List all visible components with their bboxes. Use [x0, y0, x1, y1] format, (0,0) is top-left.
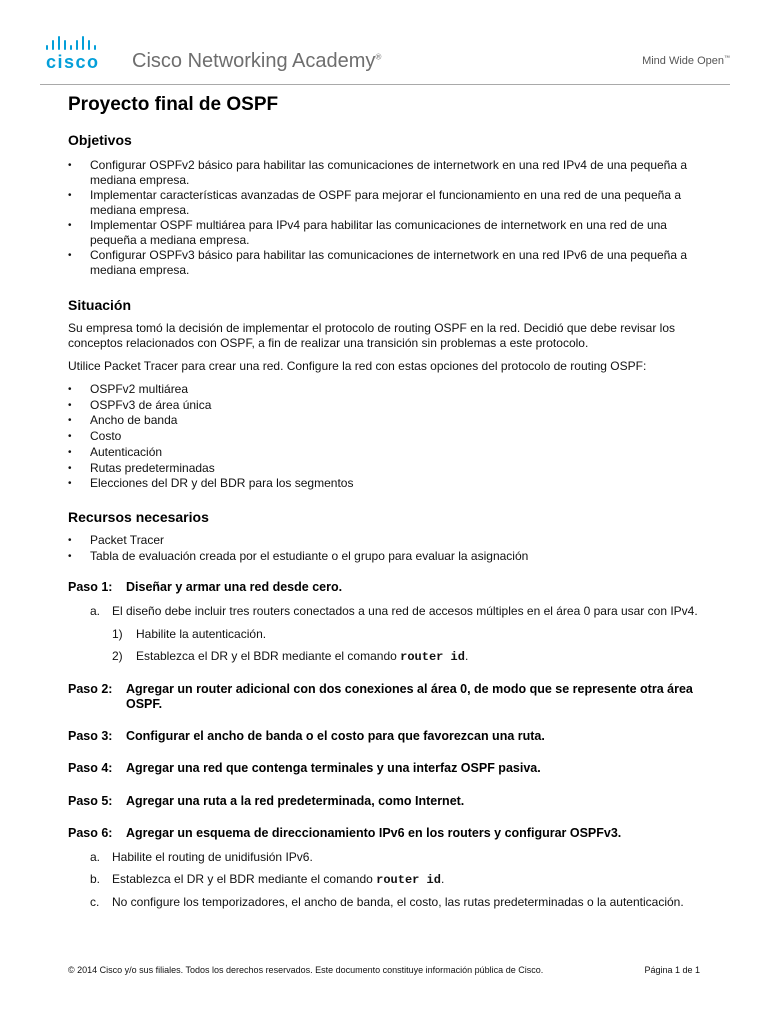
list-item: • Configurar OSPFv2 básico para habilitar las comunicaciones de internetwork en una red IPv4 de una pequeña a mediana empresa. — [68, 158, 708, 188]
heading-recursos: Recursos necesarios — [68, 509, 209, 525]
paso-1-heading: Paso 1: Diseñar y armar una red desde cero. — [68, 580, 343, 594]
list-item: • Configurar OSPFv3 básico para habilitar las comunicaciones de internetwork en una red IPv6 de una pequeña a mediana empresa. — [68, 248, 708, 278]
paso-4-heading: Paso 4: Agregar una red que contenga terminales y una interfaz OSPF pasiva. — [68, 761, 541, 775]
page-header — [40, 28, 730, 76]
cisco-bridge-icon — [44, 32, 114, 50]
objetivos-list — [68, 158, 708, 278]
brand-name: Cisco Networking Academy® — [132, 50, 382, 72]
recursos-list — [68, 533, 708, 564]
list-item: • Rutas predeterminadas — [68, 461, 708, 477]
page-footer — [68, 965, 700, 975]
list-item: • Ancho de banda — [68, 413, 708, 429]
list-item: • Autenticación — [68, 445, 708, 461]
page-number: Página 1 de 1 — [644, 965, 700, 975]
header-divider — [40, 84, 730, 85]
list-item: • Costo — [68, 429, 708, 445]
paso-6-heading: Paso 6: Agregar un esquema de direccionamiento IPv6 en los routers y configurar OSPFv3. — [68, 826, 622, 840]
situacion-list — [68, 382, 708, 492]
copyright-notice: © 2014 Cisco y/o sus filiales. Todos los derechos reservados. Este documento constituye información pública de Cisco. — [68, 965, 544, 975]
tagline: Mind Wide Open™ — [642, 55, 730, 67]
cisco-wordmark: cisco — [46, 52, 100, 72]
paso-2-heading: Paso 2: Agregar un router adicional con dos conexiones al área 0, de modo que se represente otra área OSPF. — [68, 682, 693, 711]
heading-objetivos: Objetivos — [68, 132, 132, 148]
list-item: • Tabla de evaluación creada por el estudiante o el grupo para evaluar la asignación — [68, 549, 708, 565]
heading-situacion: Situación — [68, 297, 132, 313]
list-item: • OSPFv2 multiárea — [68, 382, 708, 398]
situacion-paragraph-1: Su empresa tomó la decisión de implementar el protocolo de routing OSPF en la red. Decidió que debe revisar los conceptos relacionados con OSPF, a fin de realizar una transición sin problemas a este protocolo. — [68, 321, 675, 350]
list-item: • Implementar características avanzadas de OSPF para mejorar el funcionamiento en una red de una pequeña a mediana empresa. — [68, 188, 708, 218]
list-item: • OSPFv3 de área única — [68, 398, 708, 414]
list-item: • Packet Tracer — [68, 533, 708, 549]
paso-5-heading: Paso 5: Agregar una ruta a la red predeterminada, como Internet. — [68, 794, 465, 808]
document-page: cisco Cisco Networking Academy® Mind Wide Open™ Proyecto final de OSPF Objetivos • Configurar OSPFv2 básico para habilitar las comunicaciones de internetwork en una red IPv4 de una pequeña a mediana empresa. • Implementar características avanzadas de OSPF para mejorar el funcionamiento en una red de una pequeña a mediana empresa. • Implementar OSPF multiárea para IPv4 para habilitar las comunicaciones de internetwork en una red de una pequeña a mediana empresa. • Configurar OSPFv3 básico para habilitar las comunicaciones de internetwork en una red IPv6 de una pequeña a mediana empresa. Situación Su empresa tomó la decisión de implementar el protocolo de routing OSPF en la red. Decidió que debe revisar los conceptos relacionados con OSPF, a fin de realizar una transición sin problemas a este protocolo. Utilice Packet Tracer para crear una red. Configure la red con estas opciones del protocolo de routing OSPF: • OSPFv2 multiárea • OSPFv3 de área única • Ancho de banda • Costo • Autenticación • Rutas predeterminadas • Elecciones del DR y del BDR para los segmentos Recursos necesarios • Packet Tracer • Tabla de evaluación creada por el estudiante o el grupo para evaluar la asignación Paso 1: Diseñar y armar una red desde cero. a. El diseño debe incluir tres routers conectados a una red de accesos múltiples en el área 0 para usar con IPv4. 1) Habilite la autenticación. 2) Establezca el DR y el BDR mediante el comando router id. Paso 2: Agregar un router adicional con dos conexiones al área 0, de modo que se represente otra área OSPF. Paso 3: Configurar el ancho de banda o el costo para que favorezcan una ruta. Paso 4: Agregar una red que contenga terminales y una interfaz OSPF pasiva. Paso 5: Agregar una ruta a la red predeterminada, como Internet. Paso 6: Agregar un esquema de direccionamiento IPv6 en los routers y configurar OSPFv3. a. Habilite el routing de unidifusión IPv6. b. Establezca el DR y el BDR mediante el comando router id. c. No configure los temporizadores, el ancho de banda, el costo, las rutas predeterminadas o la autenticación. © 2014 Cisco y/o sus filiales. Todos los derechos reservados. Este documento constituye información pública de Cisco. Página 1 de 1 — [0, 0, 768, 1024]
paso-3-heading: Paso 3: Configurar el ancho de banda o el costo para que favorezcan una ruta. — [68, 729, 545, 743]
list-item: • Implementar OSPF multiárea para IPv4 para habilitar las comunicaciones de internetwork en una red de una pequeña a mediana empresa. — [68, 218, 708, 248]
router-id-command: router id — [400, 650, 465, 664]
situacion-paragraph-2: Utilice Packet Tracer para crear una red. Configure la red con estas opciones del protocolo de routing OSPF: — [68, 359, 647, 373]
cisco-logo — [44, 32, 114, 72]
page-title: Proyecto final de OSPF — [68, 94, 279, 115]
list-item: • Elecciones del DR y del BDR para los segmentos — [68, 476, 708, 492]
router-id-command: router id — [376, 873, 441, 887]
